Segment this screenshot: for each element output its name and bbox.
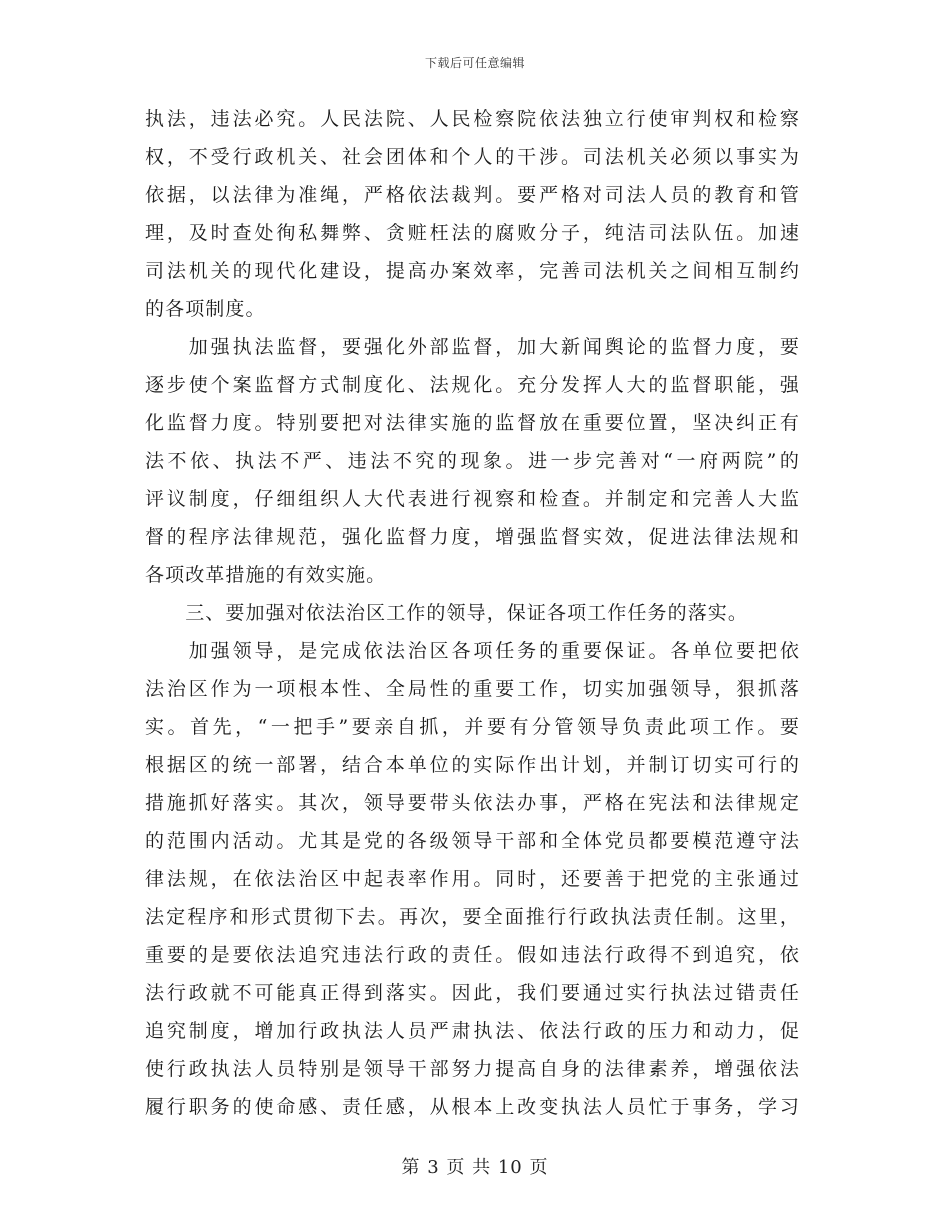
text-line: 权，不受行政机关、社会团体和个人的干涉。司法机关必须以事实为 — [145, 146, 800, 168]
text-line: 措施抓好落实。其次，领导要带头依法办事，严格在宪法和法律规定 — [145, 792, 800, 814]
page-header: 下载后可任意编辑 — [424, 56, 525, 70]
text-line: 律法规，在依法治区中起表率作用。同时，还要善于把党的主张通过 — [145, 868, 800, 890]
text-line: 执法，违法必究。人民法院、人民检察院依法独立行使审判权和检察 — [145, 108, 800, 130]
text-line: 追究制度，增加行政执法人员严肃执法、依法行政的压力和动力，促 — [145, 1020, 800, 1042]
text-line: 理，及时查处徇私舞弊、贪赃枉法的腐败分子，纯洁司法队伍。加速 — [145, 222, 800, 244]
text-line: 化监督力度。特别要把对法律实施的监督放在重要位置，坚决纠正有 — [145, 412, 800, 434]
text-line: 法定程序和形式贯彻下去。再次，要全面推行行政执法责任制。这里， — [145, 906, 800, 928]
text-line: 法不依、执法不严、违法不究的现象。进一步完善对“一府两院”的 — [145, 450, 800, 472]
text-line: 履行职务的使命感、责任感，从根本上改变执法人员忙于事务，学习 — [145, 1096, 800, 1118]
page-number-footer: 第 3 页 共 10 页 — [401, 1157, 549, 1178]
text-line: 法行政就不可能真正得到落实。因此，我们要通过实行执法过错责任 — [145, 982, 800, 1004]
text-line: 司法机关的现代化建设，提高办案效率，完善司法机关之间相互制约 — [145, 260, 800, 282]
text-line: 的各项制度。 — [145, 298, 266, 320]
text-line: 法治区作为一项根本性、全局性的重要工作，切实加强领导，狠抓落 — [145, 678, 800, 700]
text-line: 督的程序法律规范，强化监督力度，增强监督实效，促进法律法规和 — [145, 526, 800, 548]
document-body — [145, 100, 800, 1126]
text-line: 逐步使个案监督方式制度化、法规化。充分发挥人大的监督职能，强 — [145, 374, 800, 396]
text-line: 依据，以法律为准绳，严格依法裁判。要严格对司法人员的教育和管 — [145, 184, 800, 206]
text-line: 加强执法监督，要强化外部监督，加大新闻舆论的监督力度，要 — [145, 336, 800, 358]
text-line: 评议制度，仔细组织人大代表进行视察和检查。并制定和完善人大监 — [145, 488, 800, 510]
text-line: 各项改革措施的有效实施。 — [145, 564, 387, 586]
text-line: 的范围内活动。尤其是党的各级领导干部和全体党员都要模范遵守法 — [145, 830, 800, 852]
text-line: 重要的是要依法追究违法行政的责任。假如违法行政得不到追究，依 — [145, 944, 800, 966]
text-line: 实。首先，“一把手”要亲自抓，并要有分管领导负责此项工作。要 — [145, 716, 800, 738]
text-line: 根据区的统一部署，结合本单位的实际作出计划，并制订切实可行的 — [145, 754, 800, 776]
text-line: 三、要加强对依法治区工作的领导，保证各项工作任务的落实。 — [145, 602, 749, 624]
text-line: 使行政执法人员特别是领导干部努力提高自身的法律素养，增强依法 — [145, 1058, 800, 1080]
text-line: 加强领导，是完成依法治区各项任务的重要保证。各单位要把依 — [145, 640, 800, 662]
